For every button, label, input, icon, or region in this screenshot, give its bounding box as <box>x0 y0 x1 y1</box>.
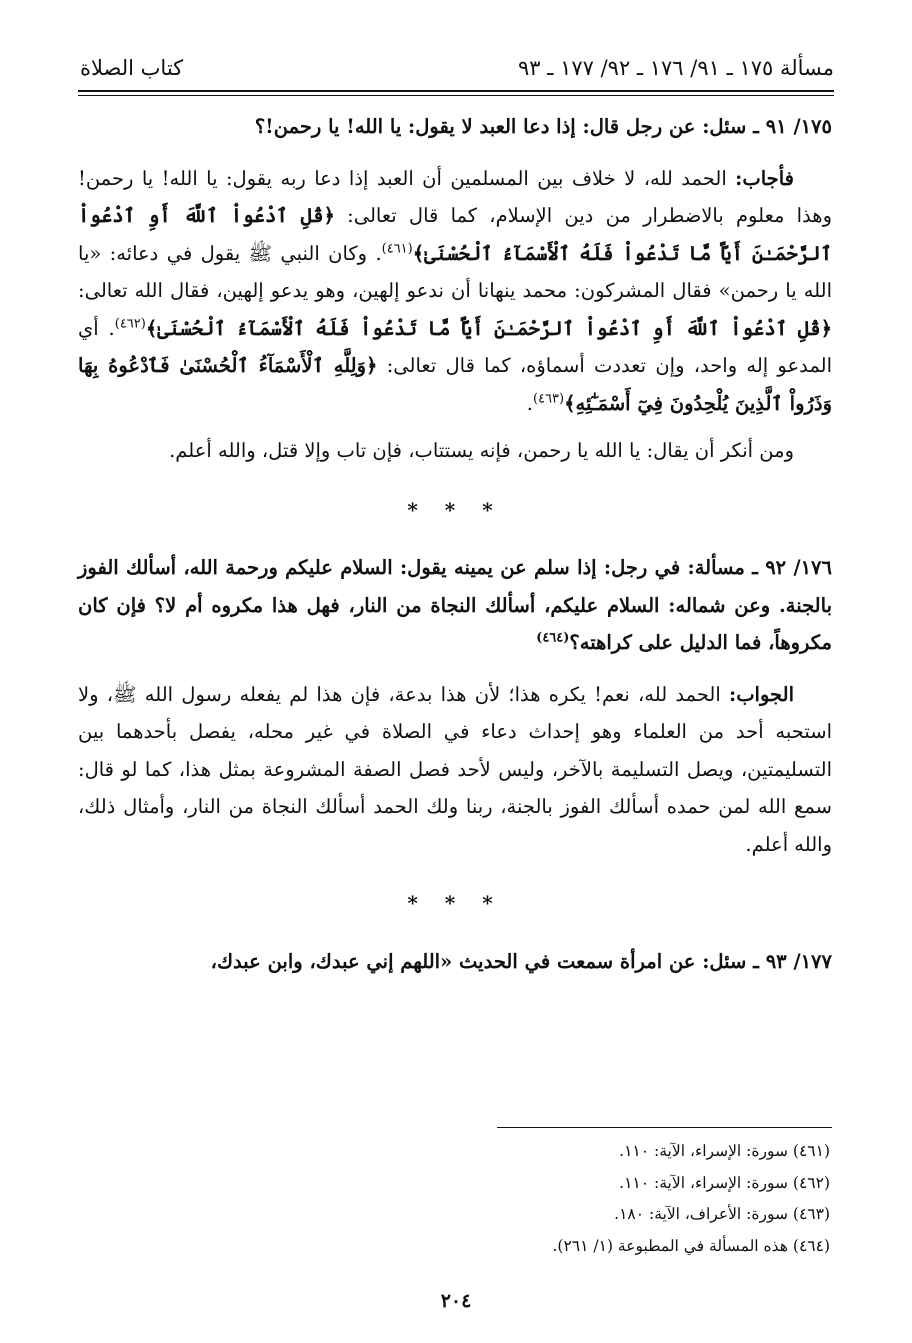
answer-text-end: . <box>526 391 533 415</box>
section-separator: * * * <box>407 497 503 522</box>
section-title: مسألة ١٧٥ ـ ٩١/ ١٧٦ ـ ٩٢/ ١٧٧ ـ ٩٣ <box>517 56 834 80</box>
footnotes <box>80 1136 830 1262</box>
answer-text-3: . أي المدعو إله واحد، وإن تعددت أسماؤه، كما قال تعالى: <box>78 316 833 377</box>
question-176-text: ١٧٦/ ٩٢ ـ مسألة: في رجل: إذا سلم عن يمينه يقول: السلام عليكم ورحمة الله، أسألك الفوز بالجنة. وعن شماله: السلام عليكم، أسألك النجاة من النار، فهل هذا مكروه أم لا؟ فإن كان مكروهاً، فما الدليل على كراهته؟ <box>78 556 832 654</box>
book-title: كتاب الصلاة <box>80 56 184 80</box>
footnote-ref-463: (٤٦٣) <box>532 391 565 406</box>
section-separator: * * * <box>407 891 503 915</box>
footnote-ref-461: (٤٦١) <box>381 241 413 256</box>
quran-verse-1: ﴿قُلِ ٱدْعُواْ ٱللَّهَ أَوِ ٱدْعُواْ ٱلرَّحْمَـٰنَ أَيّاً مَّا تَدْعُواْ فَلَهُ ٱلْأَسْمَآءُ ٱلْحُسْنَىٰ﴾ <box>78 204 832 265</box>
answer-176-text: الحمد لله، نعم! يكره هذا؛ لأن هذا بدعة، فإن هذا لم يفعله رسول الله ﷺ، ولا استحبه أحد من العلماء وهو إحداث دعاء في الصلاة في غير محله، يفصل بأحدهما بين التسليمتين، ويصل التسليمة بالآخر، وليس لأحد فصل الصفة المشروعة بمثل هذا، كما لو قال: سمع الله لمن حمده أسألك الفوز بالجنة، ربنا ولك الحمد أسألك النجاة من النار، وأمثال ذلك، والله أعلم. <box>78 682 832 856</box>
answer-176 <box>78 676 832 864</box>
question-176 <box>78 549 832 662</box>
footnote-461: (٤٦١) سورة: الإسراء، الآية: ١١٠. <box>619 1142 830 1160</box>
answer-lead: الجواب: <box>729 682 794 706</box>
answer-text-1: الحمد لله، لا خلاف بين المسلمين أن العبد إذا دعا ربه يقول: يا الله! يا رحمن! وهذا معلوم بالاضطرار من دين الإسلام، كما قال تعالى: <box>78 166 833 227</box>
header-rule <box>78 90 834 96</box>
answer-lead: فأجاب: <box>735 166 794 190</box>
question-177: ١٧٧/ ٩٣ ـ سئل: عن امرأة سمعت في الحديث «اللهم إني عبدك، وابن عبدك، <box>210 949 832 973</box>
answer-175 <box>78 160 832 423</box>
question-175: ١٧٥/ ٩١ ـ سئل: عن رجل قال: إذا دعا العبد لا يقول: يا الله! يا رحمن!؟ <box>254 115 832 138</box>
quran-verse-3: ﴿وَلِلَّهِ ٱلْأَسْمَآءُ ٱلْحُسْنَىٰ فَٱدْعُوهُ بِهَا وَذَرُواْ ٱلَّذِينَ يُلْحِدُونَ فِيٓ أَسْمَـٰٓئِهِ﴾ <box>78 354 832 415</box>
page-body <box>78 108 832 980</box>
footnote-462: (٤٦٢) سورة: الإسراء، الآية: ١١٠. <box>619 1173 830 1192</box>
answer-text-2: . وكان النبي ﷺ يقول في دعائه: «يا الله يا رحمن» فقال المشركون: محمد ينهانا أن ندعو إلهين، وهو يدعو إلهين، فقال الله تعالى: <box>78 241 832 302</box>
conclusion-175: ومن أنكر أن يقال: يا الله يا رحمن، فإنه يستتاب، فإن تاب وإلا قتل، والله أعلم. <box>169 439 794 462</box>
quran-verse-2: ﴿قُلِ ٱدْعُواْ ٱللَّهَ أَوِ ٱدْعُواْ ٱلرَّحْمَـٰنَ أَيّاً مَّا تَدْعُواْ فَلَهُ ٱلْأَسْمَآءُ ٱلْحُسْنَىٰ﴾ <box>145 316 832 340</box>
footnote-rule <box>497 1127 832 1128</box>
page-number: ٢٠٤ <box>440 1290 472 1312</box>
footnote-464: (٤٦٤) هذه المسألة في المطبوعة (١/ ٢٦١). <box>552 1236 830 1255</box>
footnote-463: (٤٦٣) سورة: الأعراف، الآية: ١٨٠. <box>614 1205 830 1223</box>
running-head <box>80 48 834 88</box>
footnote-ref-464: (٤٦٤) <box>536 630 570 646</box>
footnote-ref-462: (٤٦٢) <box>114 316 146 331</box>
